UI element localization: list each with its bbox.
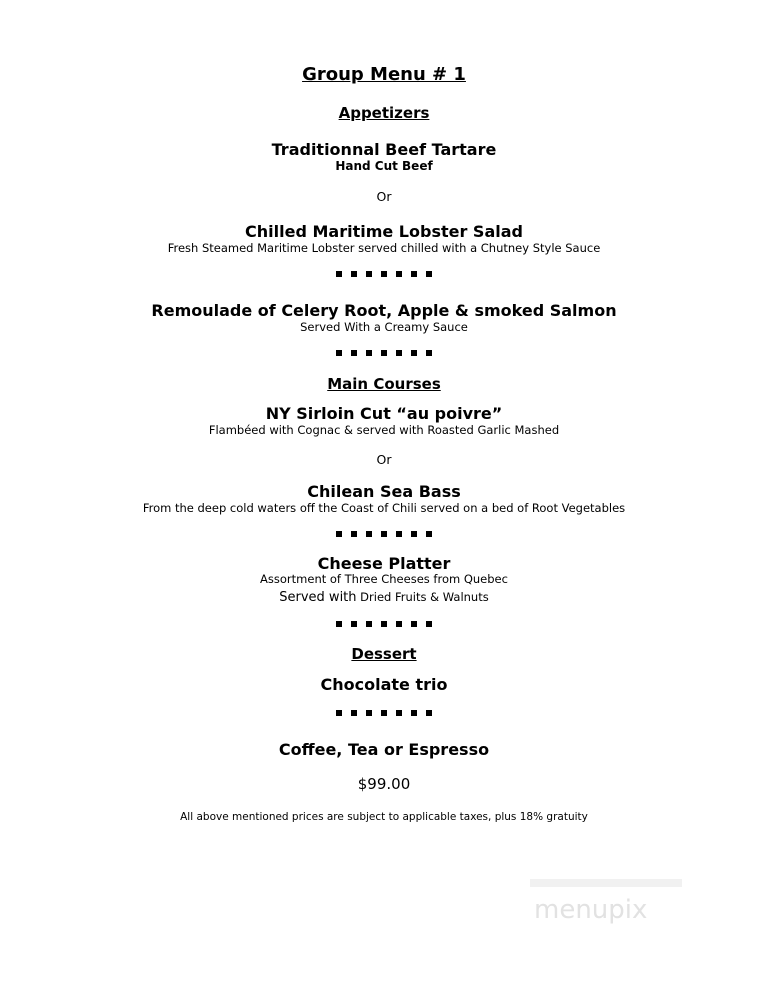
dish-title-lobster-salad: Chilled Maritime Lobster Salad — [245, 222, 523, 241]
dish-title-beef-tartare: Traditionnal Beef Tartare — [271, 140, 497, 159]
or-text: Or — [376, 452, 392, 467]
separator-dots — [0, 710, 768, 716]
separator-dots — [0, 271, 768, 277]
dish-title-remoulade: Remoulade of Celery Root, Apple & smoked Salmon — [151, 301, 617, 320]
separator-dots — [0, 350, 768, 356]
dish-title-sea-bass: Chilean Sea Bass — [307, 482, 461, 501]
dish-desc-lobster-salad: Fresh Steamed Maritime Lobster served chilled with a Chutney Style Sauce — [167, 241, 601, 255]
or-text: Or — [376, 189, 392, 204]
dish-title-cheese-platter: Cheese Platter — [317, 554, 451, 573]
menu-price: $99.00 — [357, 775, 411, 793]
dish-title-chocolate-trio: Chocolate trio — [320, 675, 448, 694]
menu-title: Group Menu # 1 — [302, 64, 466, 85]
dessert-heading: Dessert — [351, 645, 417, 663]
watermark-logo: menupix — [534, 895, 648, 925]
appetizers-heading: Appetizers — [338, 104, 430, 122]
dish-title-sirloin: NY Sirloin Cut “au poivre” — [265, 404, 503, 423]
main-courses-heading: Main Courses — [327, 375, 441, 393]
dish-desc-beef-tartare: Hand Cut Beef — [335, 159, 433, 173]
watermark-bar — [530, 879, 682, 887]
separator-dots — [0, 621, 768, 627]
dish-desc-sea-bass: From the deep cold waters off the Coast of Chili served on a bed of Root Vegetables — [142, 501, 626, 515]
gratuity-note: All above mentioned prices are subject to applicable taxes, plus 18% gratuity — [180, 811, 588, 823]
dish-desc-remoulade: Served With a Creamy Sauce — [300, 320, 468, 334]
dish-desc-cheese-platter-2: Served with Dried Fruits & Walnuts — [279, 590, 489, 605]
dish-desc-cheese-platter: Assortment of Three Cheeses from Quebec — [260, 572, 508, 586]
dish-desc-sirloin: Flambéed with Cognac & served with Roasted Garlic Mashed — [208, 423, 560, 437]
dish-title-beverages: Coffee, Tea or Espresso — [278, 740, 490, 759]
separator-dots — [0, 531, 768, 537]
